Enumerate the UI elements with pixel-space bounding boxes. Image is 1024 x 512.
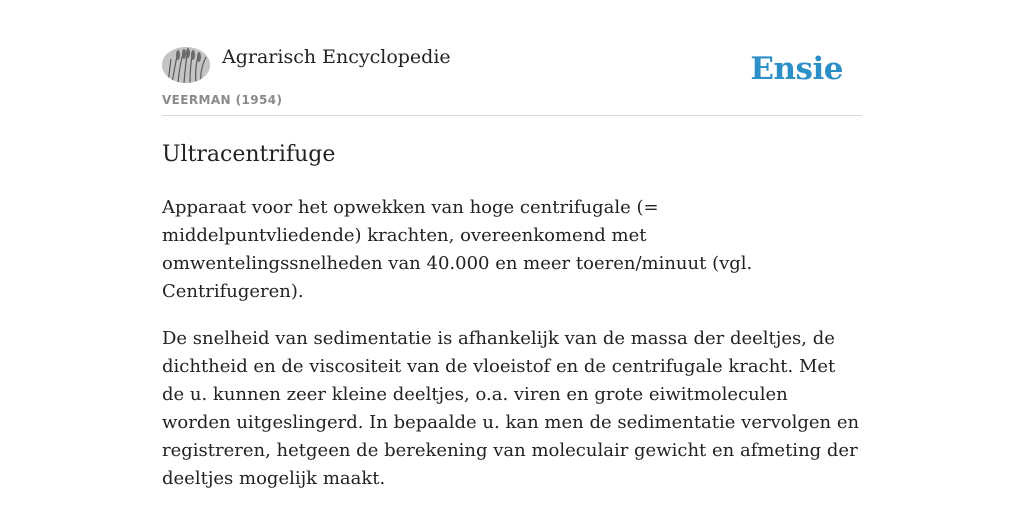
entry-card <box>162 40 862 493</box>
publication-source: VEERMAN (1954) <box>162 93 283 107</box>
publication-title[interactable]: Agrarisch Encyclopedie <box>222 46 451 68</box>
brand-logo[interactable]: Ensie <box>750 51 843 87</box>
entry-paragraph: De snelheid van sedimentatie is afhankelijk van de massa der deeltjes, de dichtheid en de viscositeit van de vloeistof en de centrifugale kracht. Met de u. kunnen zeer kleine deeltjes, o.a. viren en grote eiwitmoleculen worden uitgeslingerd. In bepaalde u. kan men de sedimentatie vervolgen en registreren, hetgeen de berekening van moleculair gewicht en afmeting der deeltjes mogelijk maakt. <box>162 328 860 489</box>
wheat-icon[interactable] <box>162 47 210 83</box>
entry-paragraph: Apparaat voor het opwekken van hoge centrifugale (= middelpuntvliedende) krachten, overeenkomend met omwentelingssnelheden van 40.000 en meer toeren/minuut (vgl. Centrifugeren). <box>162 197 753 302</box>
site-header <box>162 40 862 116</box>
entry-title: Ultracentrifuge <box>162 142 336 167</box>
